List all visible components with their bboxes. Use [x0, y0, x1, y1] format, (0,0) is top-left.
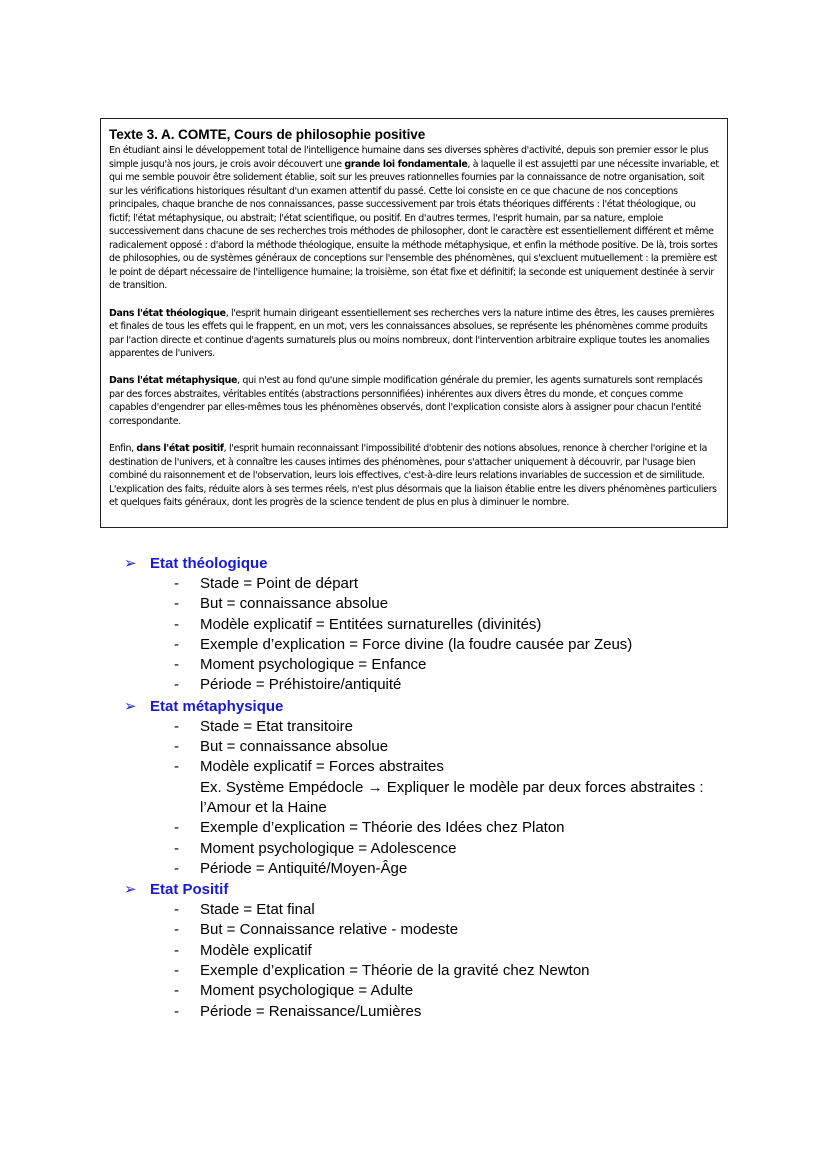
item-continuation — [0, 798, 828, 818]
bold-phrase: grande loi fondamentale — [344, 158, 468, 170]
arrow-bullet-icon: ➢ — [124, 880, 137, 899]
item-text: But = connaissance absolue — [200, 595, 389, 613]
section-title: Etat Positif — [150, 881, 229, 899]
bold-phrase: Dans l'état métaphysique — [109, 375, 238, 387]
continuation-text: l’Amour et la Haine — [200, 798, 327, 816]
list-item — [0, 737, 828, 757]
continuation-text: Ex. Système Empédocle → Expliquer le modèle par deux forces abstraites : — [200, 778, 704, 796]
item-text: Stade = Etat transitoire — [200, 717, 354, 735]
item-text: Stade = Point de départ — [200, 575, 359, 592]
item-text: Exemple d’explication = Force divine (la foudre causée par Zeus) — [200, 635, 633, 653]
paragraph-intro — [109, 144, 719, 293]
item-text: Période = Préhistoire/antiquité — [200, 676, 402, 694]
section-metaphysical — [0, 696, 828, 879]
paragraph-theological — [109, 307, 719, 361]
item-text: Période = Renaissance/Lumières — [200, 1002, 422, 1020]
item-text: Moment psychologique = Adolescence — [200, 839, 457, 857]
item-text: Moment psychologique = Adulte — [200, 982, 414, 1000]
paragraph-text: , l'esprit humain reconnaissant l'impossibilité d'obtenir des notions absolues, renonce à chercher l'origine et la destination de l'univers, et à connaître les causes intimes des phénomènes, pour s'attacher uniquement à découvrir, par l'usage bien combiné du raisonnement et de l'observation, leurs lois effectives, c'est-à-dire leurs relations invariables de succession et de similitude. L'explication des faits, réduite alors à ses termes réels, n'est plus désormais que la liaison établie entre les divers phénomènes particuliers et quelques faits généraux, dont les progrès de la science tendent de plus en plus à diminuer le nombre. — [109, 443, 717, 509]
section-heading — [0, 879, 828, 900]
list-item — [0, 900, 828, 920]
item-text: Exemple d’explication = Théorie de la gravité chez Newton — [200, 962, 590, 980]
dash-bullet: - — [174, 676, 179, 694]
paragraph-metaphysical — [109, 374, 719, 428]
item-text: Modèle explicatif = Entitées surnaturelles (divinités) — [200, 615, 542, 633]
dash-bullet: - — [174, 595, 179, 613]
item-text: Stade = Etat final — [200, 901, 315, 919]
paragraph-text: En étudiant ainsi le développement total de l'intelligence humaine dans ses diverses sphères d'activité, depuis son premier essor le plus simple jusqu'à nos jours, je crois avoir découvert une — [109, 145, 709, 170]
dash-bullet: - — [174, 962, 179, 980]
arrow-bullet-icon: ➢ — [124, 554, 137, 572]
dash-bullet: - — [174, 859, 179, 877]
list-item — [0, 1002, 828, 1022]
item-continuation — [0, 778, 828, 798]
dash-bullet: - — [174, 1002, 179, 1020]
item-text: Modèle explicatif — [200, 941, 312, 959]
section-theological — [0, 553, 828, 696]
section-title: Etat théologique — [150, 555, 268, 572]
item-text: But = connaissance absolue — [200, 738, 389, 756]
section-heading — [0, 553, 828, 574]
dash-bullet: - — [174, 982, 179, 1000]
dash-bullet: - — [174, 635, 179, 653]
list-item — [0, 655, 828, 675]
dash-bullet: - — [174, 941, 179, 959]
item-text: Modèle explicatif = Forces abstraites — [200, 758, 444, 776]
paragraph-text: Enfin, — [109, 443, 137, 455]
list-item — [0, 818, 828, 838]
arrow-bullet-icon: ➢ — [124, 696, 137, 715]
paragraph-text: , à laquelle il est assujetti par une nécessite invariable, et qui me semble pouvoir être solidement établie, soit sur les preuves rationnelles fournies par la connaissance de notre organisation, soit sur les vérifications historiques résultant d'un examen attentif du passé. Cette loi consiste en ce que chacune de nos conceptions principales, chaque branche de nos connaissances, passe successivement par trois états théoriques différents : l'état théologique, ou fictif; l'état métaphysique, ou abstrait; l'état scientifique, ou positif. En d'autres termes, l'esprit humain, par sa nature, emploie successivement dans chacune de ses recherches trois méthodes de philosopher, dont le caractère est essentiellement différent et même radicalement opposé : d'abord la méthode théologique, ensuite la méthode métaphysique, et enfin la méthode positive. De là, trois sortes de philosophies, ou de systèmes généraux de conceptions sur l'ensemble des phénomènes, qui s'excluent mutuellement : la première est le point de départ nécessaire de l'intelligence humaine; la troisième, son état fixe et définitif; la seconde est uniquement destinée à servir de transition. — [109, 158, 719, 292]
item-text: Exemple d’explication = Théorie des Idées chez Platon — [200, 819, 565, 837]
dash-bullet: - — [174, 901, 179, 919]
item-text: Moment psychologique = Enfance — [200, 656, 427, 674]
item-text: But = Connaissance relative - modeste — [200, 921, 459, 939]
paragraph-text: , l'esprit humain dirigeant essentiellement ses recherches vers la nature intime des êtres, les causes premières et finales de tous les effets qui le frappent, en un mot, vers les connaissances absolues, se représente les phénomènes comme produits par l'action directe et continue d'agents surnaturels plus ou moins nombreux, dont l'intervention arbitraire explique toutes les anomalies apparentes de l'univers. — [109, 307, 714, 360]
dash-bullet: - — [174, 839, 179, 857]
dash-bullet: - — [174, 575, 179, 592]
list-item — [0, 757, 828, 777]
list-item — [0, 635, 828, 655]
source-text-box — [100, 118, 728, 528]
list-item — [0, 859, 828, 879]
dash-bullet: - — [174, 717, 179, 735]
list-item — [0, 574, 828, 594]
paragraph-text: , qui n'est au fond qu'une simple modification générale du premier, les agents surnaturels sont remplacés par des forces abstraites, véritables entités (abstractions personnifiées) inhérentes aux divers êtres du monde, et conçues comme capables d'engendrer par elles-mêmes tous les phénomènes observés, dont l'explication consiste alors à assigner pour chacun l'entité correspondante. — [109, 375, 703, 427]
list-item — [0, 961, 828, 981]
list-item — [0, 920, 828, 940]
bold-phrase: dans l'état positif — [136, 443, 224, 455]
dash-bullet: - — [174, 615, 179, 633]
paragraph-positive — [109, 442, 719, 510]
list-item — [0, 675, 828, 695]
item-text: Période = Antiquité/Moyen-Âge — [200, 859, 408, 877]
bold-phrase: Dans l'état théologique — [109, 307, 226, 319]
list-item — [0, 615, 828, 635]
dash-bullet: - — [174, 656, 179, 674]
dash-bullet: - — [174, 921, 179, 939]
list-item — [0, 594, 828, 614]
notes-outline — [0, 553, 828, 1022]
list-item — [0, 839, 828, 859]
section-title: Etat métaphysique — [150, 697, 284, 715]
list-item — [0, 981, 828, 1001]
dash-bullet: - — [174, 758, 179, 776]
list-item — [0, 717, 828, 737]
text-title: Texte 3. A. COMTE, Cours de philosophie positive — [109, 127, 426, 142]
list-item — [0, 941, 828, 961]
section-heading — [0, 696, 828, 717]
section-positive — [0, 879, 828, 1022]
dash-bullet: - — [174, 738, 179, 756]
dash-bullet: - — [174, 819, 179, 837]
